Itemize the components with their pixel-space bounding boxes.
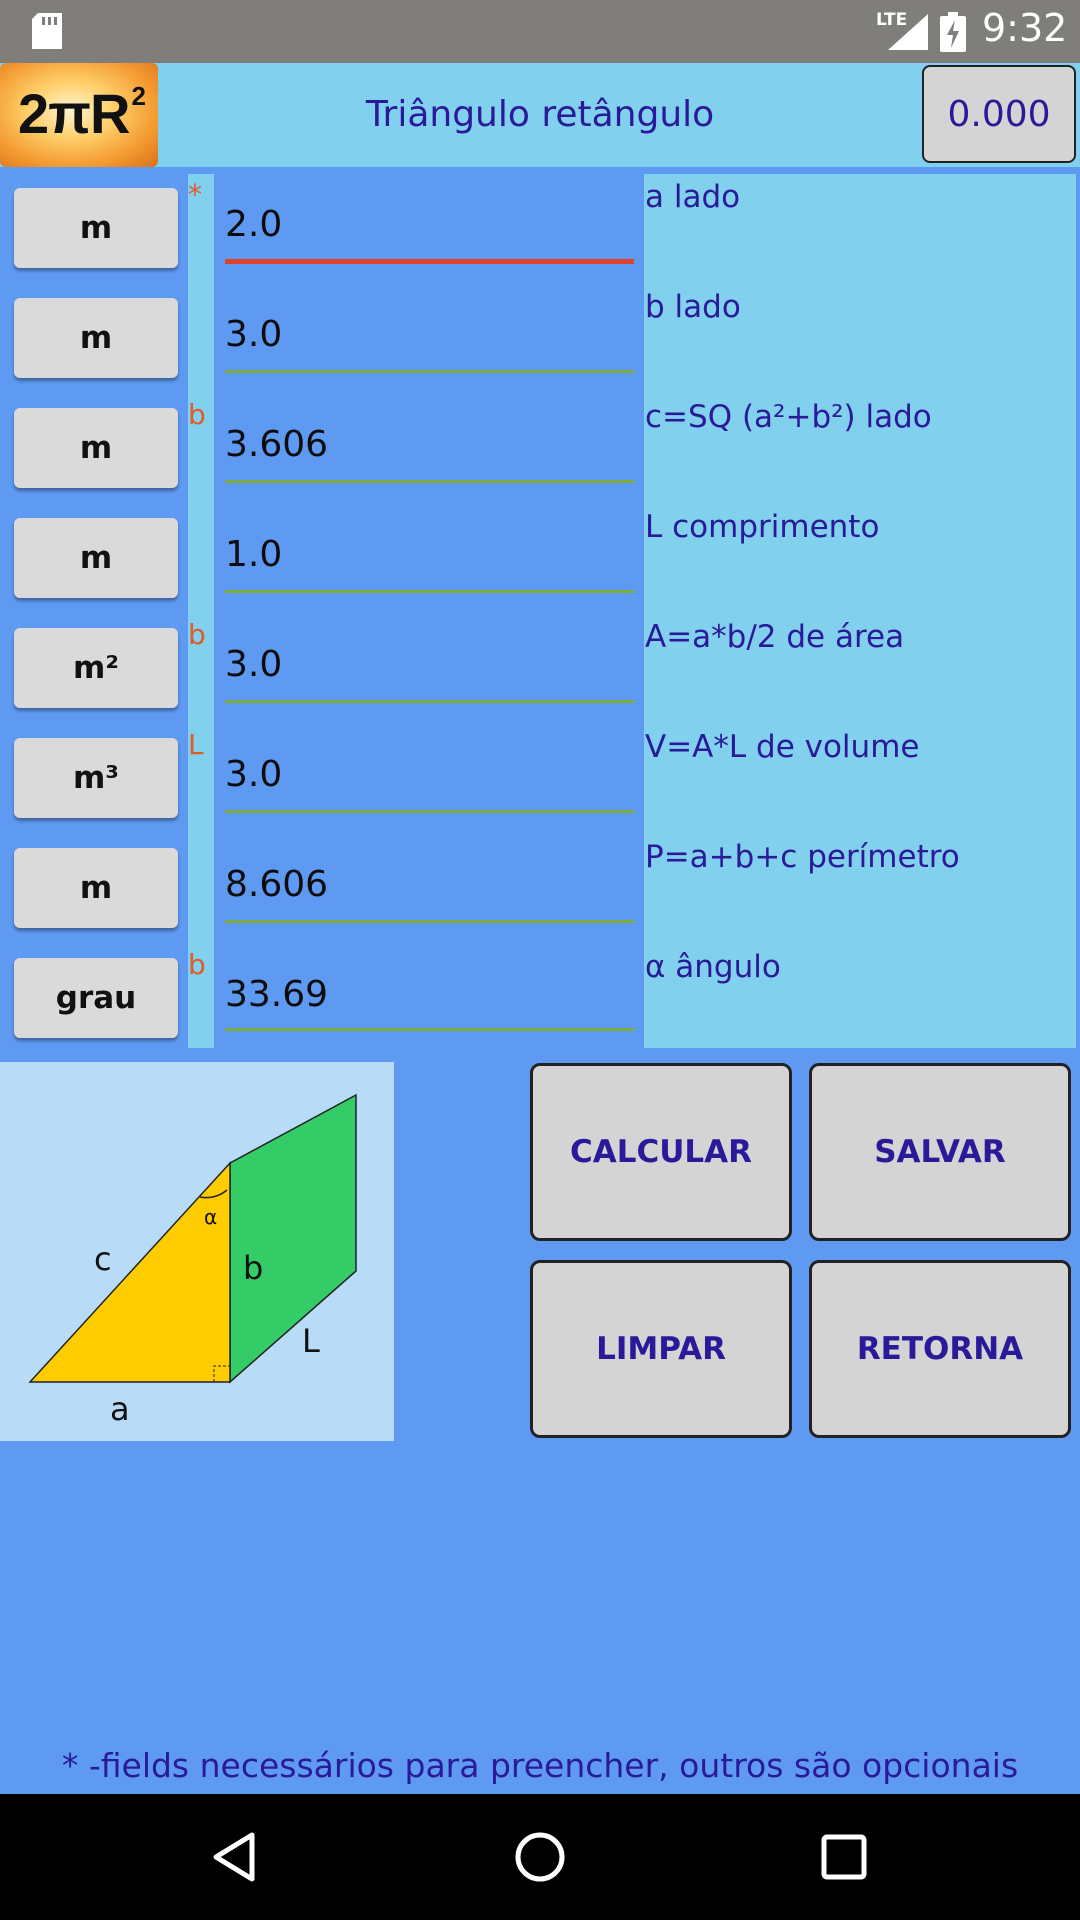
field-row-length — [0, 504, 1080, 614]
page-title: Triângulo retângulo — [365, 94, 715, 135]
input-underline — [225, 810, 634, 813]
sd-card-icon — [32, 13, 62, 49]
side-c-label: c — [94, 1240, 112, 1278]
field-label: a lado — [645, 179, 741, 215]
unit-button[interactable]: m² — [14, 628, 178, 708]
source-mark: b — [188, 618, 206, 651]
value-input[interactable]: 8.606 — [225, 864, 329, 905]
app-logo — [0, 63, 158, 167]
input-underline — [225, 700, 634, 703]
unit-button[interactable]: m³ — [14, 738, 178, 818]
right-triangle — [30, 1163, 230, 1382]
field-label: c=SQ (a²+b²) lado — [645, 399, 932, 435]
input-underline — [225, 259, 634, 264]
field-label: V=A*L de volume — [645, 729, 920, 765]
recents-nav-icon[interactable] — [818, 1831, 870, 1883]
clock: 9:32 — [982, 6, 1068, 50]
unit-button[interactable]: m — [14, 408, 178, 488]
source-mark: b — [188, 948, 206, 981]
value-input[interactable]: 3.0 — [225, 314, 283, 355]
value-input[interactable]: 33.69 — [225, 974, 329, 1015]
field-row-angle — [0, 944, 1080, 1054]
clear-button[interactable]: LIMPAR — [530, 1260, 792, 1438]
side-a-label: a — [110, 1390, 130, 1428]
home-nav-icon[interactable] — [514, 1831, 566, 1883]
value-input[interactable]: 3.606 — [225, 424, 329, 465]
input-underline — [225, 480, 634, 483]
prism-side-face — [230, 1095, 356, 1382]
footnote: * -fields necessários para preencher, outros são opcionais — [61, 1746, 1019, 1785]
unit-button[interactable]: m — [14, 518, 178, 598]
unit-button[interactable]: m — [14, 848, 178, 928]
side-L-label: L — [302, 1322, 320, 1360]
field-row-c — [0, 394, 1080, 504]
field-label: L comprimento — [645, 509, 880, 545]
value-input[interactable]: 2.0 — [225, 204, 283, 245]
field-row-volume — [0, 724, 1080, 834]
triangle-prism-diagram — [0, 1062, 394, 1441]
field-row-b — [0, 284, 1080, 394]
status-bar — [0, 0, 1080, 63]
input-underline — [225, 1028, 634, 1031]
field-row-perimeter — [0, 834, 1080, 944]
input-underline — [225, 370, 634, 373]
network-type: LTE — [876, 10, 908, 30]
value-input[interactable]: 3.0 — [225, 754, 283, 795]
unit-button[interactable]: m — [14, 188, 178, 268]
unit-button[interactable]: m — [14, 298, 178, 378]
side-b-label: b — [243, 1249, 264, 1287]
field-label: b lado — [645, 289, 741, 325]
unit-button[interactable]: grau — [14, 958, 178, 1038]
source-mark: b — [188, 398, 206, 431]
result-display-button[interactable]: 0.000 — [922, 65, 1076, 163]
logo-text: $2\pi R^2$ — [18, 81, 145, 145]
source-mark: L — [188, 728, 204, 761]
value-input[interactable]: 1.0 — [225, 534, 283, 575]
required-mark: * — [188, 178, 202, 211]
battery-charging-icon — [940, 12, 966, 52]
calculate-button[interactable]: CALCULAR — [530, 1063, 792, 1241]
back-nav-icon[interactable] — [210, 1831, 262, 1883]
signal-icon — [880, 14, 928, 50]
input-underline — [225, 590, 634, 593]
field-label: P=a+b+c perímetro — [645, 839, 960, 875]
value-input[interactable]: 3.0 — [225, 644, 283, 685]
input-underline — [225, 920, 634, 923]
app-header — [0, 63, 1080, 167]
field-row-area — [0, 614, 1080, 724]
field-row-a — [0, 174, 1080, 284]
back-button[interactable]: RETORNA — [809, 1260, 1071, 1438]
alpha-label: α — [204, 1205, 218, 1229]
save-button[interactable]: SALVAR — [809, 1063, 1071, 1241]
diagram-graphic — [0, 1062, 394, 1441]
field-label: A=a*b/2 de área — [645, 619, 905, 655]
navigation-bar — [0, 1794, 1080, 1920]
field-label: α ângulo — [645, 949, 781, 985]
